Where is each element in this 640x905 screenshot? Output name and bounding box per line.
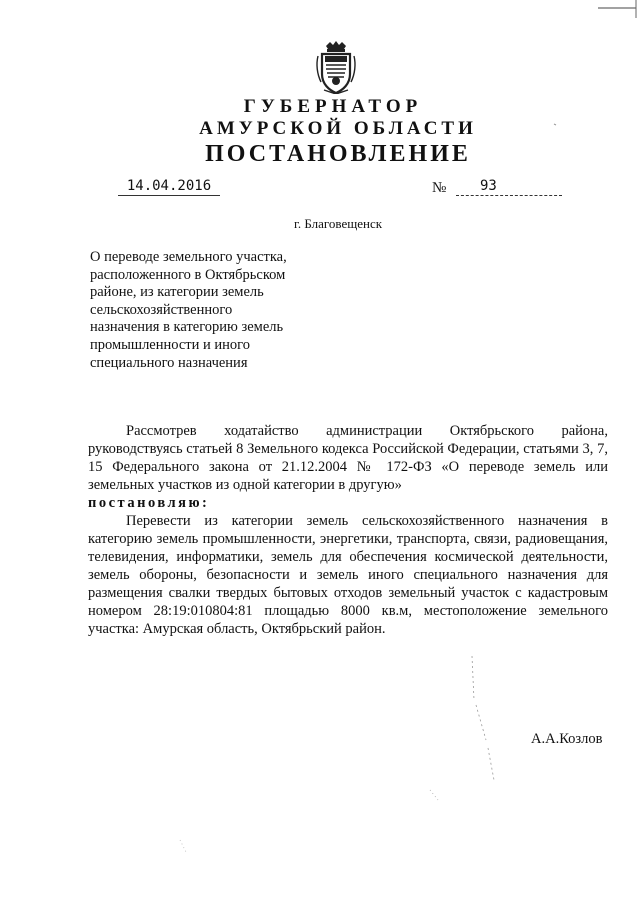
decision-paragraph: Перевести из категории земель сельскохозяйственного назначения в категорию земель промышленности, энергетики, транспорта, связи, радиовещания, телевидения, информатики, земель для обеспечения космической деятельности, земель обороны, безопасности и земель иного специального назначения для размещения свалки твердых бытовых отходов земельный участок с кадастровым номером 28:19:010804:81 площадью 8000 кв.м, местоположение земельного участка: Амурская область, Октябрьский район. bbox=[88, 513, 608, 637]
document-date: 14.04.2016 bbox=[118, 178, 220, 196]
signatory-name: А.А.Козлов bbox=[531, 731, 603, 747]
document-type: ПОСТАНОВЛЕНИЕ bbox=[205, 141, 471, 167]
number-sign: № bbox=[432, 180, 447, 196]
issuer-region: АМУРСКОЙ ОБЛАСТИ bbox=[199, 118, 477, 139]
document-number: 93 bbox=[456, 178, 562, 196]
decree-word: постановляю: bbox=[88, 495, 210, 511]
issuer-title: ГУБЕРНАТОР bbox=[243, 96, 423, 117]
document-subject: О переводе земельного участка, расположенного в Октябрьском районе, из категории земель сельскохозяйственного назначения в категорию земель промышленности и иного специального назначения bbox=[90, 249, 287, 371]
coat-of-arms-emblem bbox=[314, 40, 358, 94]
preamble-paragraph: Рассмотрев ходатайство администрации Октябрьского района, руководствуясь статьей 8 Земельного кодекса Российской Федерации, статьями 3, 7, 15 Федерального закона от 21.12.2004 № 172-ФЗ «О переводе земель или земельных участков из одной категории в другую» bbox=[88, 423, 608, 493]
document-body bbox=[88, 422, 608, 638]
city: г. Благовещенск bbox=[293, 216, 383, 231]
